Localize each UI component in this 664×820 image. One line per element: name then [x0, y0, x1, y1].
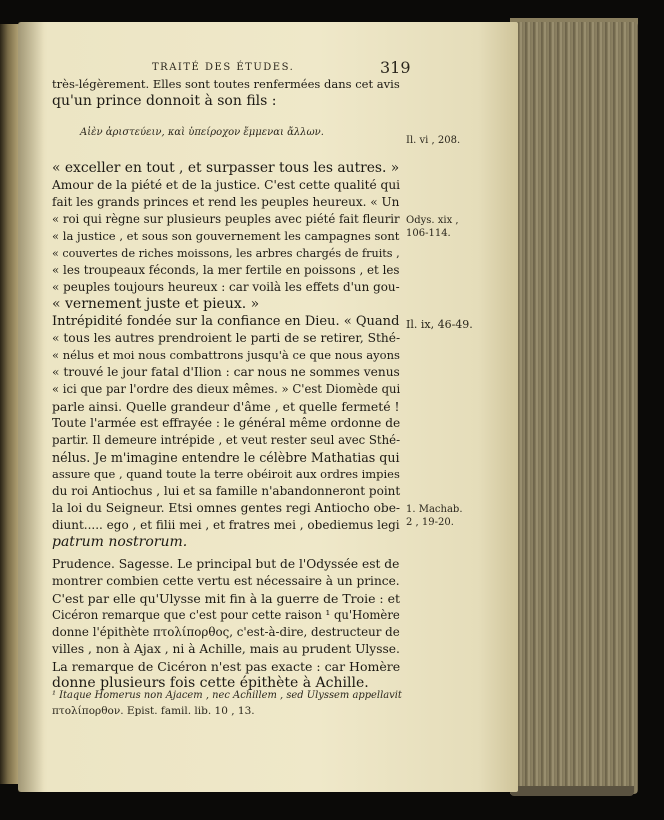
- footnote: πτολίπορθον. Epist. famil. lib. 10 , 13.: [52, 705, 255, 717]
- gutter-shadow: [18, 22, 44, 792]
- text-line: parle ainsi. Quelle grandeur d'âme , et quelle fermeté !: [52, 399, 400, 414]
- margin-note: 2 , 19-20.: [406, 517, 454, 528]
- text-line: La remarque de Cicéron n'est pas exacte : car Homère: [52, 659, 401, 674]
- margin-note: Il. ix, 46-49.: [406, 318, 473, 331]
- text-line: Cicéron remarque que c'est pour cette raison ¹ qu'Homère: [52, 608, 400, 622]
- text-line: « couvertes de riches moissons, les arbres chargés de fruits ,: [52, 247, 400, 260]
- text-line: patrum nostrorum.: [52, 534, 188, 550]
- text-line: Prudence. Sagesse. Le principal but de l'Odyssée est de: [52, 557, 400, 571]
- text-line: partir. Il demeure intrépide , et veut rester seul avec Sthé-: [52, 433, 401, 447]
- text-line: la loi du Seigneur. Etsi omnes gentes regi Antiocho obe-: [52, 501, 401, 515]
- page-edges: [510, 22, 638, 794]
- text-line: « roi qui règne sur plusieurs peuples avec piété fait fleurir: [52, 212, 400, 226]
- text-line: montrer combien cette vertu est nécessaire à un prince.: [52, 574, 400, 588]
- text-line: « tous les autres prendroient le parti de se retirer, Sthé-: [52, 331, 401, 345]
- greek-quote: Αἰὲν ἀριστεύειν, καὶ ὑπείροχον ἔμμεναι ἄλλων.: [80, 127, 324, 138]
- text-line: qu'un prince donnoit à son fils :: [52, 93, 277, 109]
- text-line: « exceller en tout , et surpasser tous les autres. »: [52, 160, 400, 176]
- text-line: « les troupeaux féconds, la mer fertile en poissons , et les: [52, 263, 400, 277]
- text-line: Toute l'armée est effrayée : le général même ordonne de: [52, 416, 401, 430]
- text-line: donne plusieurs fois cette épithète à Achille.: [52, 675, 369, 691]
- running-head: TRAITÉ DES ÉTUDES.: [152, 62, 295, 73]
- footnote: ¹ Itaque Homerus non Ajacem , nec Achillem , sed Ulyssem appellavit: [52, 690, 402, 701]
- book-block-bottom: [510, 786, 634, 796]
- text-line: « nélus et moi nous combattrons jusqu'à ce que nous ayons: [52, 348, 400, 362]
- text-line: du roi Antiochus , lui et sa famille n'abandonneront point: [52, 484, 401, 498]
- margin-note: 106-114.: [406, 228, 451, 239]
- text-line: « ici que par l'ordre des dieux mêmes. » C'est Diomède qui: [52, 382, 401, 396]
- text-line: assure que , quand toute la terre obéiroit aux ordres impies: [52, 467, 400, 481]
- text-line: « la justice , et sous son gouvernement les campagnes sont: [52, 229, 400, 243]
- text-line: fait les grands princes et rend les peuples heureux. « Un: [52, 195, 400, 209]
- text-line: Amour de la piété et de la justice. C'est cette qualité qui: [52, 178, 401, 192]
- text-line: « peuples toujours heureux : car voilà les effets d'un gou-: [52, 280, 400, 294]
- text-line: « trouvé le jour fatal d'Ilion : car nous ne sommes venus: [52, 365, 400, 379]
- text-line: diunt..... ego , et filii mei , et fratres mei , obediemus legi: [52, 518, 400, 532]
- text-line: C'est par elle qu'Ulysse mit fin à la guerre de Troie : et: [52, 591, 400, 606]
- text-line: « vernement juste et pieux. »: [52, 296, 260, 312]
- page-number: 319: [380, 58, 411, 77]
- text-line: villes , non à Ajax , ni à Achille, mais au prudent Ulysse.: [52, 642, 400, 656]
- margin-note: Il. vi , 208.: [406, 135, 461, 146]
- previous-page-edge: [0, 24, 20, 784]
- text-line: donne l'épithète πτολίπορθος, c'est-à-dire, destructeur de: [52, 625, 400, 639]
- text-line: Intrépidité fondée sur la confiance en Dieu. « Quand: [52, 314, 400, 329]
- text-line: nélus. Je m'imagine entendre le célèbre Mathatias qui: [52, 450, 400, 465]
- margin-note: 1. Machab.: [406, 504, 463, 515]
- margin-note: Odys. xix ,: [406, 215, 459, 226]
- text-line: très-légèrement. Elles sont toutes renfermées dans cet avis: [52, 77, 400, 91]
